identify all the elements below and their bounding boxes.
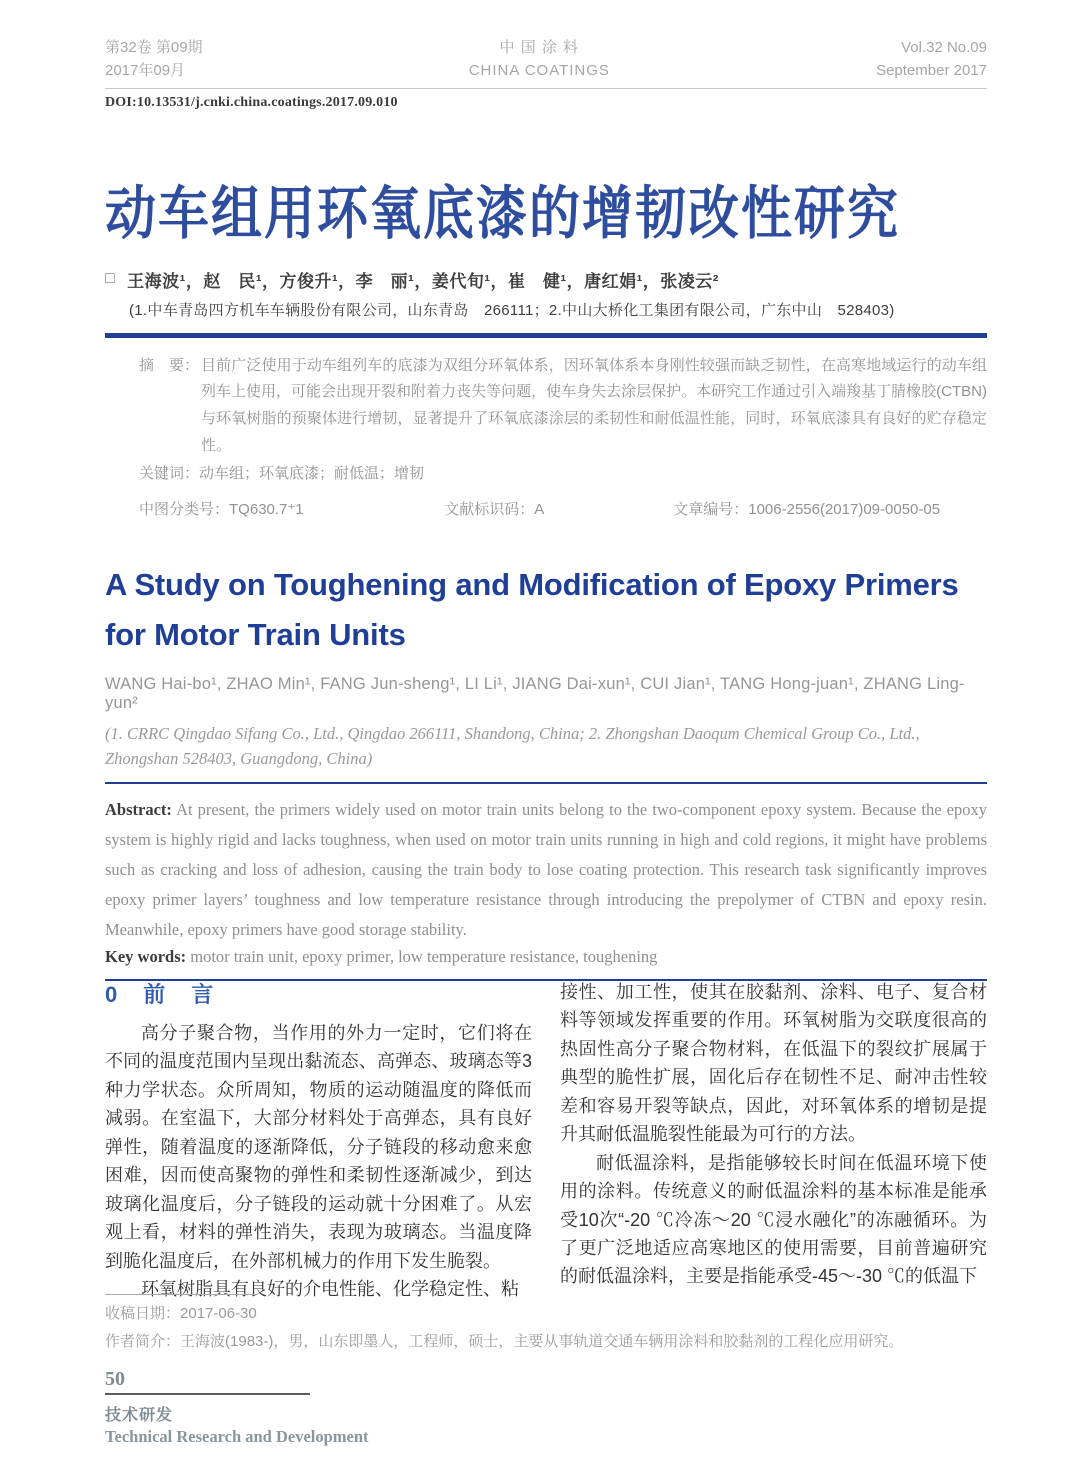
english-section: [105, 560, 987, 981]
doc-code-label: 文献标识码：: [444, 500, 535, 518]
journal-name-en: CHINA COATINGS: [468, 62, 610, 80]
header-center: [469, 36, 610, 83]
abstract-en: [105, 795, 987, 945]
article-id-value: 1006-2556(2017)09-0050-05: [748, 500, 941, 518]
date-en: September 2017: [876, 62, 987, 80]
affiliation-cn: (1.中车青岛四方机车车辆股份有限公司，山东青岛 266111；2.中山大桥化工集团有限公司，广东中山 528403): [129, 301, 895, 319]
received-date-line: [105, 1300, 987, 1328]
footer-rule: [105, 1393, 310, 1395]
body-paragraph: 环氧树脂具有良好的介电性能、化学稳定性、粘: [141, 1278, 519, 1299]
header-right: [876, 36, 987, 83]
article-title-en: [105, 560, 987, 659]
title-divider-bar: [105, 333, 987, 338]
meta-row: [139, 497, 987, 524]
abstract-top-rule: [105, 782, 987, 784]
abstract-cn-row: [139, 353, 987, 460]
right-column: [560, 978, 987, 1303]
authors-cn: 王海波¹，赵 民¹，方俊升¹，李 丽¹，姜代旬¹，崔 健¹，唐红娟¹，张凌云²: [127, 271, 719, 291]
abstract-text-en: At present, the primers widely used on motor train units belong to the two-component epoxy system. Because the epoxy system is highly rigid and lacks toughness, when used on motor train units running in high and cold regions, it might have problems such as cracking and loss of adhesion, causing the train body to lose coating protection. This research task significantly improves epoxy primer layers’ toughness and low temperature resistance through introducing the prepolymer of CTBN and epoxy resin. Meanwhile, epoxy primers have good storage stability.: [105, 799, 987, 939]
body-paragraph: 高分子聚合物，当作用的外力一定时，它们将在不同的温度范围内呈现出黏流态、高弹态、玻璃态等3种力学状态。众所周知，物质的运动随温度的降低而减弱。在室温下，大部分材料处于高弹态，具有良好弹性，随着温度的逐渐降低，分子链段的移动愈来愈困难，因而使高聚物的弹性和柔韧性逐渐减少，到达玻璃化温度后，分子链段的运动就十分困难了。从宏观上看，材料的弹性消失，表现为玻璃态。当温度降到脆化温度后，在外部机械力的作用下发生脆裂。: [105, 1023, 532, 1271]
journal-name-cn: 中 国 涂 料: [499, 39, 580, 56]
journal-header: [105, 36, 987, 89]
article-id: [673, 497, 987, 524]
keywords-text-cn: 动车组；环氧底漆；耐低温；增韧: [199, 465, 425, 483]
page-footer: [105, 1368, 987, 1447]
clc-value: TQ630.7⁺1: [229, 500, 304, 518]
keywords-label-en: Key words:: [105, 946, 187, 966]
clc-number: [139, 497, 444, 524]
column-name-cn: 技术研发: [105, 1407, 174, 1424]
volume-issue-en: Vol.32 No.09: [901, 39, 987, 56]
top-section: [105, 36, 987, 524]
bio-value: 王海波(1983-)，男，山东即墨人，工程师，硕士，主要从事轨道交通车辆用涂料和胶黏剂的工程化应用研究。: [180, 1332, 904, 1350]
received-label: 收稿日期：: [105, 1305, 181, 1322]
date-cn: 2017年09月: [105, 62, 186, 80]
keywords-text-en: motor train unit, epoxy primer, low temperature resistance, toughening: [186, 946, 658, 966]
footnotes: [105, 1294, 987, 1356]
authors-en: WANG Hai-bo¹, ZHAO Min¹, FANG Jun-sheng¹, LI Li¹, JIANG Dai-xun¹, CUI Jian¹, TANG Hong-juan¹, ZHANG Ling-yun²: [105, 675, 965, 713]
abstract-label-cn: 摘 要：: [139, 356, 200, 374]
abstract-label-en: Abstract:: [105, 799, 172, 819]
keywords-cn-row: [139, 461, 987, 488]
keywords-label-cn: 关键词：: [139, 465, 200, 483]
column-name-en: Technical Research and Development: [105, 1427, 369, 1446]
doi: DOI:10.13531/j.cnki.china.coatings.2017.09.010: [105, 94, 398, 110]
body-paragraph: 耐低温涂料，是指能够较长时间在低温环境下使用的涂料。传统意义的耐低温涂料的基本标准是能承受10次“-20 ℃冷冻～20 ℃浸水融化”的冻融循环。为了更广泛地适应高寒地区的使用需要，目前普遍研究的耐低温涂料，主要是指能承受-45～-30 ℃的低温下: [560, 1152, 987, 1287]
article-title-cn: 动车组用环氧底漆的增韧改性研究: [105, 181, 901, 245]
section-heading: 0 前 言: [105, 982, 216, 1007]
chinese-abstract-block: [139, 353, 987, 524]
abstract-text-cn: 目前广泛使用于动车组列车的底漆为双组分环氧体系，因环氧体系本身刚性较强而缺乏韧性，在高寒地域运行的动车组列车上使用，可能会出现开裂和附着力丧失等问题，使车身失去涂层保护。本研究工作通过引入端羧基丁腈橡胶(CTBN)与环氧树脂的预聚体进行增韧，显著提升了环氧底漆涂层的柔韧性和耐低温性能，同时，环氧底漆具有良好的贮存稳定性。: [201, 356, 987, 454]
authors-cn-row: [105, 267, 987, 292]
page-number: 50: [105, 1368, 125, 1390]
volume-issue-cn: 第32卷 第09期: [105, 39, 203, 56]
keywords-en: [105, 947, 987, 967]
affiliation-en: (1. CRRC Qingdao Sifang Co., Ltd., Qingdao 266111, Shandong, China; 2. Zhongshan Daoqum Chemical Group Co., Ltd., Zhongshan 528403, Guangdong, China): [105, 724, 920, 768]
body-paragraph: 接性、加工性，使其在胶黏剂、涂料、电子、复合材料等领域发挥重要的作用。环氧树脂为交联度很高的热固性高分子聚合物材料，在低温下的裂纹扩展属于典型的脆性扩展，固化后存在韧性不足、耐冲击性较差和容易开裂等缺点，因此，对环氧体系的增韧是提升其耐低温脆裂性能最为可行的方法。: [560, 982, 987, 1145]
title-en-line1: A Study on Toughening and Modification of Epoxy Primers: [105, 567, 959, 602]
bio-label: 作者简介：: [105, 1332, 181, 1350]
clc-label: 中图分类号：: [139, 500, 230, 518]
left-column: [105, 978, 532, 1303]
header-left: [105, 36, 203, 83]
author-marker-icon: □: [105, 270, 116, 287]
footnote-rule: [105, 1294, 257, 1295]
title-en-line2: for Motor Train Units: [105, 616, 406, 652]
body-columns: [105, 978, 987, 1303]
author-bio-line: [105, 1328, 987, 1356]
document-code: [444, 497, 673, 524]
received-value: 2017-06-30: [180, 1305, 257, 1322]
doc-code-value: A: [534, 500, 545, 518]
article-id-label: 文章编号：: [673, 500, 749, 518]
